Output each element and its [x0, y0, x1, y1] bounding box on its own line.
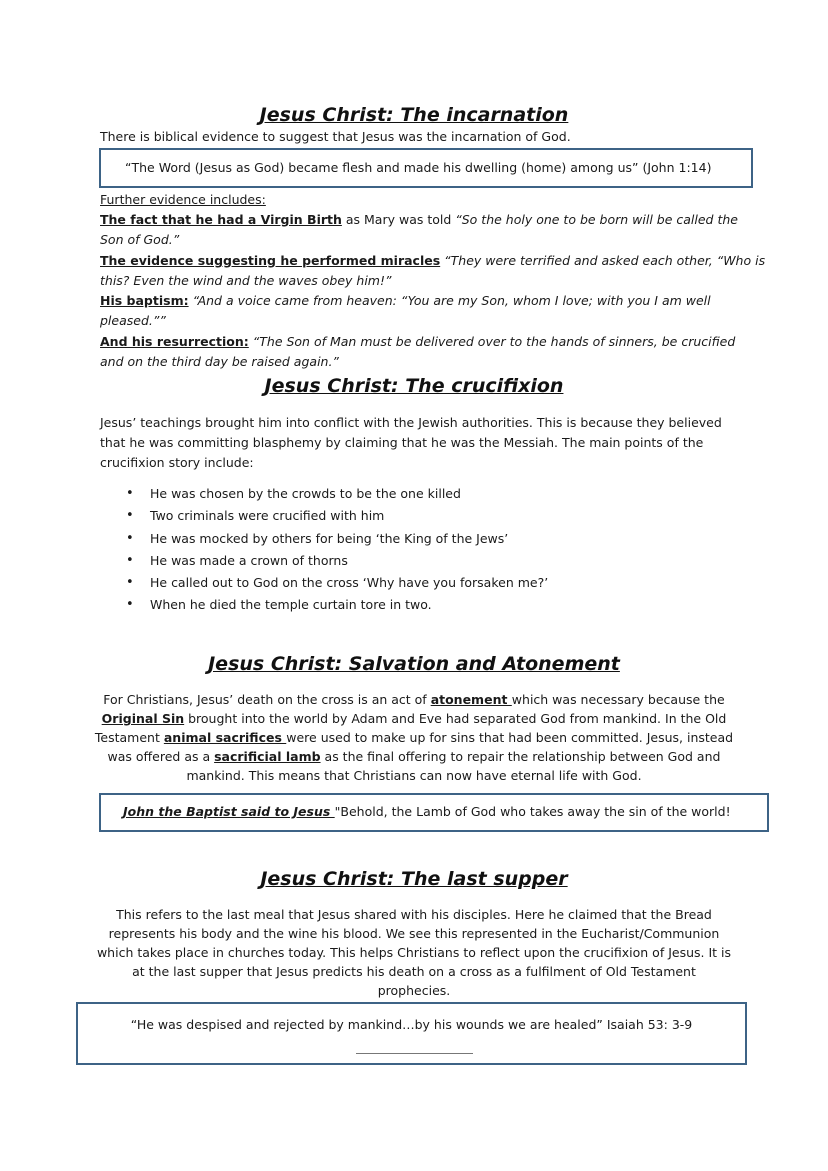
list-item: • Two criminals were crucified with him — [100, 505, 548, 527]
crucifixion-title: Jesus Christ: The crucifixion — [264, 375, 564, 397]
list-item: • He was made a crown of thorns — [100, 550, 548, 572]
evidence-miracles — [100, 251, 765, 291]
evidence-virgin-birth — [100, 210, 738, 250]
salvation-paragraph — [90, 690, 738, 785]
list-item: • He called out to God on the cross ‘Why have you forsaken me?’ — [100, 572, 548, 594]
paragraph-line: This refers to the last meal that Jesus shared with his disciples. Here he claimed that the Bread — [116, 907, 712, 922]
text-run: was offered as a — [107, 749, 215, 764]
incarnation-intro: There is biblical evidence to suggest that Jesus was the incarnation of God. — [100, 129, 571, 144]
crucifixion-bullet-list — [100, 483, 548, 617]
paragraph-line: at the last supper that Jesus predicts his death on a cross as a fulfilment of Old Testament — [132, 964, 696, 979]
list-item: • He was chosen by the crowds to be the one killed — [100, 483, 548, 505]
list-item: • When he died the temple curtain tore in two. — [100, 594, 548, 616]
paragraph-line: which takes place in churches today. This helps Christians to reflect upon the crucifixion of Jesus. It is — [96, 945, 732, 960]
evidence-quote: “So the holy one to be born will be called the — [455, 212, 738, 227]
term-animal-sacrifices: animal sacrifices — [163, 730, 287, 745]
term-original-sin: Original Sin — [101, 711, 185, 726]
crucifixion-paragraph — [100, 413, 722, 473]
paragraph-line: that he was committing blasphemy by claiming that he was the Messiah. The main points of the — [100, 435, 704, 450]
evidence-label: The evidence suggesting he performed miracles — [100, 253, 441, 268]
text-run: For Christians, Jesus’ death on the cross is an act of — [103, 692, 431, 707]
last-supper-paragraph — [90, 905, 738, 1000]
paragraph-line: crucifixion story include: — [100, 455, 254, 470]
evidence-label: And his resurrection: — [100, 334, 249, 349]
divider-line — [356, 1053, 473, 1054]
paragraph-line: prophecies. — [377, 983, 451, 998]
baptist-quote-text: "Behold, the Lamb of God who takes away the sin of the world! — [334, 804, 731, 819]
list-item: • He was mocked by others for being ‘the King of the Jews’ — [100, 528, 548, 550]
term-atonement: atonement — [430, 692, 512, 707]
evidence-quote-cont: this? Even the wind and the waves obey him!” — [100, 273, 392, 288]
text-run: as the final offering to repair the relationship between God and — [320, 749, 721, 764]
text-run: were used to make up for sins that had been committed. Jesus, instead — [286, 730, 734, 745]
evidence-quote-cont: pleased.”” — [100, 313, 166, 328]
evidence-connector: as Mary was told — [341, 212, 456, 227]
text-run: Testament — [94, 730, 164, 745]
text-run: which was necessary because the — [511, 692, 725, 707]
isaiah-quote-box — [76, 1002, 747, 1065]
incarnation-title: Jesus Christ: The incarnation — [259, 104, 569, 126]
paragraph-line: represents his body and the wine his blood. We see this represented in the Eucharist/Communion — [108, 926, 720, 941]
evidence-label: His baptism: — [100, 293, 189, 308]
baptist-quote-label: John the Baptist said to Jesus — [123, 804, 335, 819]
salvation-title: Jesus Christ: Salvation and Atonement — [208, 653, 620, 675]
baptist-quote-box — [99, 793, 769, 832]
evidence-quote: “They were terrified and asked each other, “Who is — [444, 253, 766, 268]
isaiah-quote-text: “He was despised and rejected by mankind…by his wounds we are healed” Isaiah 53: 3-9 — [130, 1017, 693, 1032]
evidence-baptism — [100, 291, 711, 331]
text-run: brought into the world by Adam and Eve had separated God from mankind. In the Old — [184, 711, 727, 726]
john-quote-text: “The Word (Jesus as God) became flesh and made his dwelling (home) among us” (John 1:14) — [125, 160, 712, 175]
john-quote-box — [99, 148, 753, 188]
paragraph-line: Jesus’ teachings brought him into conflict with the Jewish authorities. This is because they believed — [100, 415, 722, 430]
evidence-label: The fact that he had a Virgin Birth — [100, 212, 342, 227]
last-supper-title: Jesus Christ: The last supper — [260, 868, 568, 890]
evidence-quote-cont: and on the third day be raised again.” — [100, 354, 339, 369]
evidence-quote: “And a voice came from heaven: “You are my Son, whom I love; with you I am well — [192, 293, 711, 308]
baptist-quote — [123, 804, 731, 819]
further-evidence-heading: Further evidence includes: — [100, 192, 266, 207]
term-sacrificial-lamb: sacrificial lamb — [214, 749, 321, 764]
evidence-resurrection — [100, 332, 735, 372]
evidence-quote: “The Son of Man must be delivered over to the hands of sinners, be crucified — [252, 334, 736, 349]
text-run: mankind. This means that Christians can now have eternal life with God. — [186, 768, 642, 783]
evidence-quote-cont: Son of God.” — [100, 232, 180, 247]
